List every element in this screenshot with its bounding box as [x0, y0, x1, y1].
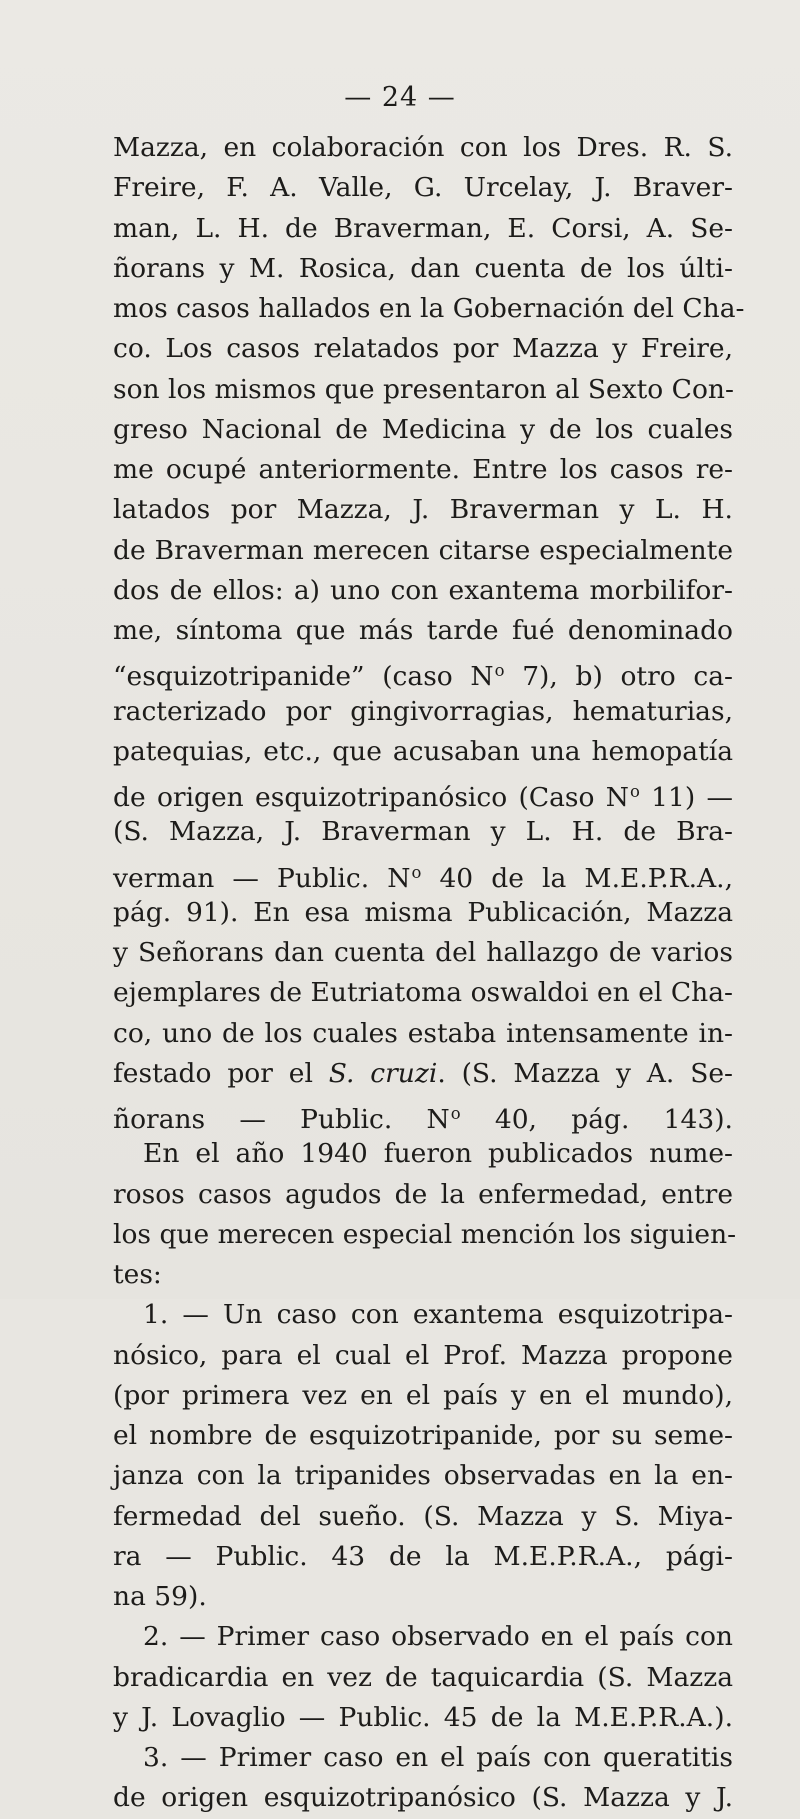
text-line: fermedad del sueño. (S. Mazza y S. Miya- [113, 1500, 733, 1532]
text-line: de origen esquizotripanósico (S. Mazza y J. [113, 1782, 733, 1814]
page-number: — 24 — [344, 82, 456, 113]
text-line: patequias, etc., que acusaban una hemopatía [113, 735, 733, 767]
text-line: ñorans — Public. $N^o$ 40, pág. 143). [113, 1104, 733, 1136]
text-line: el nombre de esquizotripanide, por su seme- [113, 1420, 733, 1451]
text-line: me, síntoma que más tarde fué denominado [113, 615, 733, 646]
text-line: me ocupé anteriormente. Entre los casos re- [113, 454, 733, 485]
text-line: greso Nacional de Medicina y de los cuales [113, 413, 733, 445]
text-line: y J. Lovaglio — Public. 45 de la M.E.P.R.A.). [113, 1701, 733, 1733]
text-line: Mazza, en colaboración con los Dres. R. S. [113, 132, 733, 163]
text-line: nósico, para el cual el Prof. Mazza propone [113, 1339, 733, 1371]
species-name: S. cruzi [328, 1057, 438, 1089]
text-line: En el año 1940 fueron publicados nume- [143, 1138, 733, 1170]
text-line: na 59). [113, 1581, 207, 1612]
text-line: son los mismos que presentaron al Sexto Con- [113, 373, 734, 405]
text-line: latados por Mazza, J. Braverman y L. H. [113, 494, 733, 526]
text-line: 1. — Un caso con exantema esquizotripa- [143, 1299, 733, 1331]
text-line: janza con la tripanides observadas en la en- [113, 1460, 733, 1492]
text-line: pág. 91). En esa misma Publicación, Mazza [113, 896, 733, 928]
text-line: bradicardia en vez de taquicardia (S. Mazza [113, 1661, 733, 1693]
text-line: ejemplares de Eutriatoma oswaldoi en el Cha- [113, 977, 733, 1009]
text-line: festado por el S. cruzi. (S. Mazza y A. Se- [113, 1057, 733, 1089]
text-line: co, uno de los cuales estaba intensamente in- [113, 1017, 733, 1049]
text-line: los que merecen especial mención los siguien- [113, 1218, 737, 1250]
text-line: y Señorans dan cuenta del hallazgo de varios [113, 937, 733, 968]
text-line: de origen esquizotripanósico (Caso $N^o$ 11) — [113, 782, 733, 814]
text-line: verman — Public. $N^o$ 40 de la M.E.P.R.A., [113, 862, 734, 894]
text-line: tes: [113, 1259, 162, 1290]
text-line: de Braverman merecen citarse especialmente [113, 534, 733, 566]
text-line: mos casos hallados en la Gobernación del Cha- [113, 293, 745, 324]
text-line: ra — Public. 43 de la M.E.P.R.A., pági- [113, 1540, 733, 1572]
text-line: dos de ellos: a) uno con exantema morbilifor- [113, 574, 733, 606]
text-line: ñorans y M. Rosica, dan cuenta de los últi- [113, 252, 733, 284]
text-line: man, L. H. de Braverman, E. Corsi, A. Se- [113, 212, 733, 244]
text-line: “esquizotripanide” (caso $N^o$ 7), b) otro ca- [113, 661, 733, 693]
body-text [113, 128, 745, 1819]
text-line: 2. — Primer caso observado en el país con [143, 1621, 733, 1653]
text-line: racterizado por gingivorragias, hematurias, [113, 695, 733, 727]
text-line: Freire, F. A. Valle, G. Urcelay, J. Braver- [113, 172, 733, 204]
text-line: rosos casos agudos de la enfermedad, entre [113, 1178, 733, 1210]
text-line: (S. Mazza, J. Braverman y L. H. de Bra- [113, 816, 733, 848]
text-line: 3. — Primer caso en el país con queratitis [143, 1742, 733, 1773]
text-line: (por primera vez en el país y en el mundo), [113, 1379, 733, 1411]
text-line: co. Los casos relatados por Mazza y Freire, [113, 333, 733, 365]
